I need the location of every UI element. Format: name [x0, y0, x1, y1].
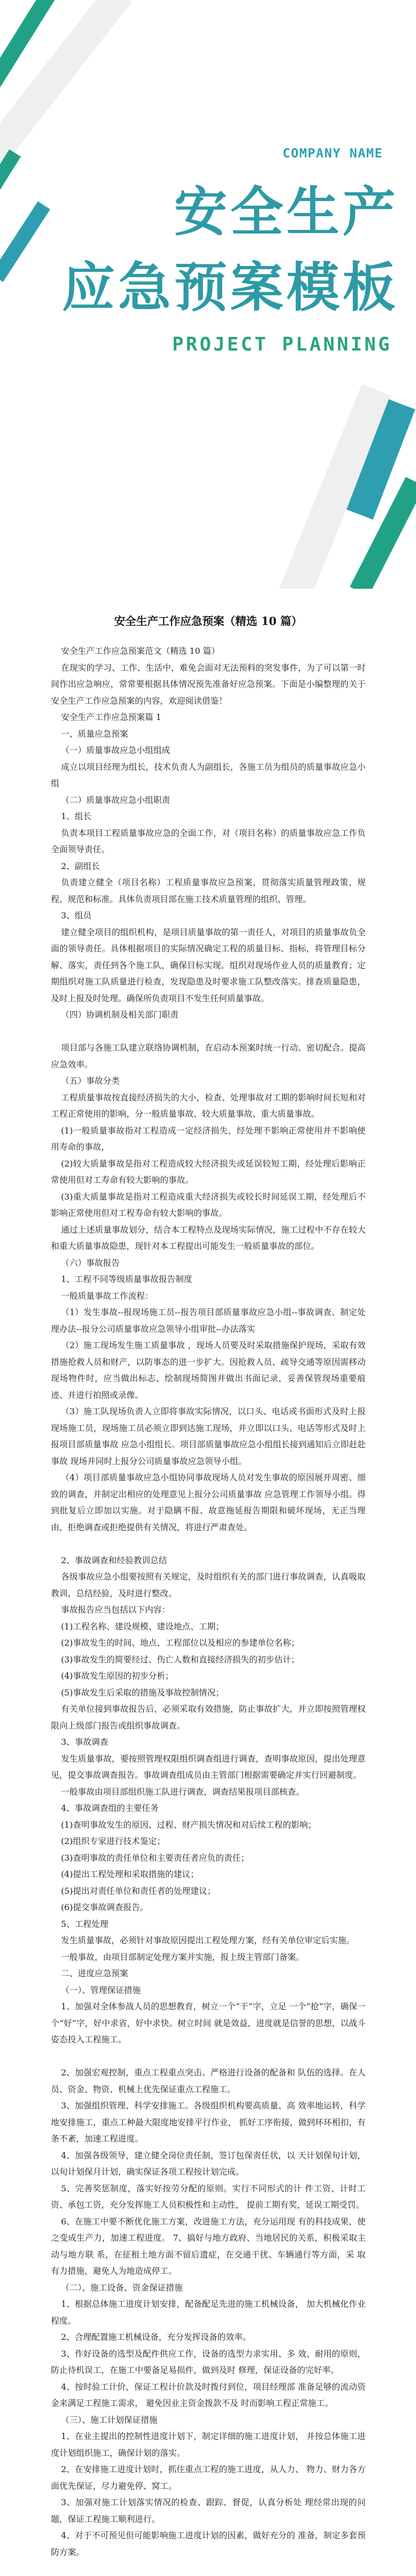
- paragraph: 3、事故调查: [61, 1737, 109, 1747]
- paragraph: 发生质量事故，要按照管理权限组织调查组进行调查，查明事故原因，提出处理意见，提交事故调查报告。事故调查组成员由主管部门根据需要确定并实行回避制度。: [51, 1753, 366, 1780]
- paragraph: 1、加强对全体参战人员的思想教育，树立一个“干”字，立足 一个“抢”字，确保一个“好”字，好中求省，好中求快。树立时间 就是效益，进度就是信誉的思想，以战斗姿态投入工程施工。: [51, 2001, 366, 2044]
- company-name: COMPANY NAME: [282, 146, 383, 161]
- paragraph: 一般事故由项目部组织施工队进行调查，调查结果报项目部核查。: [61, 1786, 305, 1797]
- paragraph: （二）、施工设备、资金保证措施: [61, 2282, 183, 2293]
- paragraph: 2、副组长: [61, 861, 100, 871]
- paragraph: 1、根据总体施工进度计划安排，配备配足先进的施工机械设备， 加大机械化作业程度。: [51, 2299, 366, 2326]
- diagonal-stripe-left-green-small: [0, 150, 21, 207]
- paragraph: 1、工程不同等级质量事故报告制度: [61, 1274, 193, 1284]
- paragraph: 3、作好设备的选型及配件供应工作，设备的选型力求实用、多 效、耐用的原则，防止待机误工，在施工中要备足易损件，做到及时 修理，保证设备的完好率。: [51, 2348, 366, 2375]
- paragraph: 5、完善奖惩制度，落实好按劳分配的原则。实行不同形式的计 件工资、计时工资、承包工资，充分发挥施工人员积极性和主动性， 提前工期有奖，延误工期受罚。: [51, 2183, 366, 2210]
- paragraph: （一）质量事故应急小组组成: [61, 745, 170, 755]
- document-title: 安全生产工作应急预案（精选 10 篇）: [114, 614, 303, 628]
- paragraph: (3)重大质量事故是指对工程造成重大经济损失或较长时间延误工期，经处理后不影响正常使用但对工程寿命有较大影响的事故。: [51, 1191, 366, 1218]
- paragraph: 发生质量事故，必须针对事故原因提出工程处理方案，经有关单位审定后实施。: [61, 1935, 355, 1945]
- paragraph: 各级事故应急小组要按照有关规定，及时组织有关的部门进行事故调查，认真吸取教训，总结经验，及时进行整改。: [51, 1572, 366, 1598]
- cover-title-line1: 安全生产: [174, 181, 399, 243]
- paragraph: 工程质量事故按直接经济损失的大小，检查、处理事故对工期的影响时间长短和对工程正常使用的影响，分一般质量事故、较大质量事故、重大质量事故。: [51, 1092, 366, 1119]
- paragraph: 1、组长: [61, 811, 92, 821]
- cover-page: [0, 0, 416, 589]
- paragraph: （六）事故报告: [61, 1257, 120, 1268]
- paragraph: 建立健全项目的组织机构，是项目质量事故的第一责任人，对项目的质量事故负全面的领导责任。具体根据项目的实际情况确定工程的质量目标、指标，将管理目标分解、落实，责任到各个施工队，确保目标实现。组织对现场作业人员的质量教育；定期组织对施工队质量进行检查，发现隐患及时要求施工队整改落实。排查质量隐患，及时上报及时处理。确保所负责项目不发生任何质量事故。: [51, 927, 366, 1003]
- blank-line: [51, 1023, 366, 1040]
- paragraph: (5)事故发生后采取的措施及事故控制情况；: [61, 1687, 224, 1698]
- diagonal-stripe-left-cyan: [0, 202, 50, 282]
- paragraph: 3、加强组织管理、科学安排施工。各级组织机构要高质量、高 效率地运转，科学地安排施工，重点工种最大限度地安排平行作业， 抓好工序衔接，做到环环相扣，有条不紊，加速工程进度。: [51, 2101, 366, 2144]
- paragraph: 6、在施工中要不断优化施工方案，改进施工方法，充分运用现 有的科技成果，使之变成生产力，加速工程进度。 7、搞好与地方政府、当地居民的关系，积极采取主动与地方联 系，在征租土地方面不留后遗症，在交通干扰、车辆通行等方面，采 取有力措施，避免人为地造成停工。: [51, 2216, 366, 2276]
- paragraph: 安全生产工作应急预案篇 1: [61, 712, 162, 722]
- blank-line: [51, 1535, 366, 1552]
- paragraph: 事故报告应当包括以下内容：: [61, 1605, 170, 1615]
- paragraph: (4)事故发生原因的初步分析；: [61, 1671, 174, 1681]
- paragraph: 负责建立健全（项目名称）工程质量事故应急预案，贯彻落实质量管理政策、规程、规范和标准。具体负责项目部在施工技术质量管理的组织、管理。: [51, 877, 366, 904]
- paragraph: 项目部与各施工队建立联络协调机制，在启动本预案时统一行动。密切配合。提高应急效率。: [51, 1043, 366, 1069]
- paragraph: (1)查明事故发生的原因、过程、财产损失情况和对后续工程的影响；: [61, 1819, 316, 1830]
- paragraph: 有关单位接到事故报告后，必须采取有效措施，防止事故扩大，并立即按照管理权限向上级部门报告或组织事故调查。: [51, 1704, 366, 1731]
- paragraph: 3、加强对施工计划落实情况的检查、跟踪、督促，认真分析处 理经常出现的问题，保证工程施工顺利进行。: [51, 2497, 366, 2524]
- paragraph: 一般事故，由项目部制定处理方案并实施，报上级主管部门备案。: [61, 1952, 305, 1962]
- paragraph: （4）项目部质量事故应急小组协同事故现场人员对发生事故的原因展开周密、细致的调查，并制定出相应的处理意见上报分公司质量事故 应急管理工作领导小组。得到批复后立即加以实施。对于隐瞒不报、故意拖延报告期限和破坏现场，无正当理由，拒绝调查或拒绝提供有关情况，将进行严肃查处。: [51, 1472, 366, 1532]
- paragraph: （2）施工现场发生施工质量事故 ，现场人员要及时采取措施保护现场，采取有效措施抢救人员和财产，以防事态的进一步扩大。因抢救人员、疏导交通等原因需移动现场物件时，应当做出标志、绘制现场简图并做出书面记录，妥善保管现场重要痕迹、并进行拍照或录像。: [51, 1340, 366, 1400]
- cover-title: [62, 174, 399, 325]
- paragraph-list: [51, 643, 366, 2560]
- paragraph: 2、在安排施工进度计划时，抓住重点工程的施工进度，从人力、 物力、财力各方面优先保证，尽力避免停、窝工。: [51, 2464, 366, 2491]
- document-body: [0, 589, 416, 2576]
- cover-title-line2: 应急预案模板: [61, 257, 399, 319]
- diagonal-stripe-top-left-gray: [0, 0, 132, 163]
- paragraph: （一）、管理保证措施: [61, 1985, 141, 1995]
- paragraph: (6)提交事故调查报告。: [61, 1902, 148, 1912]
- paragraph: (2)事故发生的时间、地点、工程部位以及相应的参建单位名称；: [61, 1638, 300, 1648]
- paragraph: 4、对于不可预见但可能影响施工进度计划的因素，做好充分的 准备，制定多套预防方案。: [51, 2530, 366, 2557]
- paragraph: （1）发生事故--报现场施工员--报告项目部质量事故应急小组--事故调查、制定处理办法--报分公司质量事故应急领导小组审批--办法落实: [51, 1307, 366, 1334]
- paragraph: 2、事故调查和经验教训总结: [61, 1555, 167, 1565]
- paragraph: (3)事故发生的简要经过、伤亡人数和直接经济损失的初步估计；: [61, 1654, 300, 1665]
- paragraph: 一、质量应急预案: [61, 728, 129, 739]
- paragraph: 成立以项目经理为组长，技术负责人为副组长，各施工员为组员的质量事故应急小组: [51, 761, 366, 788]
- paragraph: 通过上述质量事故划分，结合本工程特点及现场实际情况，施工过程中不存在较大和重大质量事故隐患，现针对本工程提出可能发生一般质量事故的部位。: [51, 1224, 366, 1251]
- paragraph: 4、按时验工计价，保证工程计价款及时拨付到位，项目经理部 准备足够的流动资金来满足工程施工需求， 避免因业主资金拨款不及 时而影响工程正常施工。: [51, 2381, 366, 2408]
- paragraph: (3)查明事故的责任单位和主要责任者应负的责任；: [61, 1852, 249, 1863]
- paragraph: (2)组织专家进行技术鉴定；: [61, 1836, 165, 1846]
- paragraph: 负责本项目工程质量事故应急的全面工作，对（项目名称）的质量事故应急工作负全面领导责任。: [51, 828, 366, 854]
- paragraph: 5、工程处理: [61, 1918, 109, 1929]
- paragraph: （五）事故分类: [61, 1076, 120, 1086]
- paragraph: 3、组员: [61, 910, 92, 920]
- cover-subtitle: PROJECT PLANNING: [172, 334, 392, 355]
- paragraph: 2、加强宏观控制，重点工程重点突击。严格进行设备的配备和 队伍的选择。在人员、资金、物资、机械上优先保证重点工程施工。: [51, 2068, 366, 2094]
- paragraph: （三）、施工计划保证措施: [61, 2414, 158, 2425]
- paragraph: （3）施工队现场负责人立即将事故实际情况，以口头、电话或书面形式及时上报现场施工员，现场施工员必须立即到达施工现场，并立即以口头、电话等形式及时上报项目部质量事故 应急小组组长。项目部质量事故应急小组组长接到通知后立即赶赴事故 现场并同时上报分公司质量事故应急领导小组。: [51, 1406, 366, 1466]
- paragraph: 二、进度应急预案: [61, 1968, 129, 1978]
- paragraph: 在现实的学习、工作、生活中，难免会面对无法预料的突发事件，为了可以第一时间作出应急响应，常常要根据具体情况预先准备好应急预案。下面是小编整理的关于安全生产工作应急预案的内容，欢迎阅读借鉴！: [51, 662, 366, 706]
- paragraph: 一般质量事故工作流程：: [61, 1290, 154, 1301]
- paragraph: (5)提出对责任单位和责任者的处理建议；: [61, 1885, 216, 1896]
- paragraph: 1、在业主提出的控制性进度计划下，制定详细的施工进度计划， 并按总体施工进度计划组织施工，确保计划的落实。: [51, 2431, 366, 2458]
- paragraph: (2)较大质量事故是指对工程造成较大经济损失或延误较短工期，经处理后影响正常使用但对工寿命有较大影响的事故。: [51, 1158, 366, 1185]
- paragraph: (1)一般质量事故指对工程造成一定经济损失，经处理不影响正常使用并不影响使用寿命的事故，: [51, 1125, 366, 1152]
- paragraph: 安全生产工作应急预案范文（精选 10 篇）: [61, 646, 220, 656]
- paragraph: （四）协调机制及相关部门职责: [61, 1010, 179, 1020]
- blank-line: [51, 2048, 366, 2065]
- paragraph: （二）质量事故应急小组职责: [61, 794, 170, 805]
- paragraph: 2、合理配置施工机械设备，充分发挥设备的效率。: [61, 2332, 251, 2342]
- paragraph: 4、加强各级领导，建立健全岗位责任制，签订包保责任状，以 天计划保旬计划，以旬计划保月计划，确实保证各项工程按计划完成。: [51, 2150, 366, 2177]
- paragraph: (1)工程名称、建设规模、建设地点、工期；: [61, 1621, 224, 1631]
- paragraph: (4)提出工程处理和采取措施的建议；: [61, 1869, 199, 1879]
- paragraph: 4、事故调查组的主要任务: [61, 1803, 159, 1813]
